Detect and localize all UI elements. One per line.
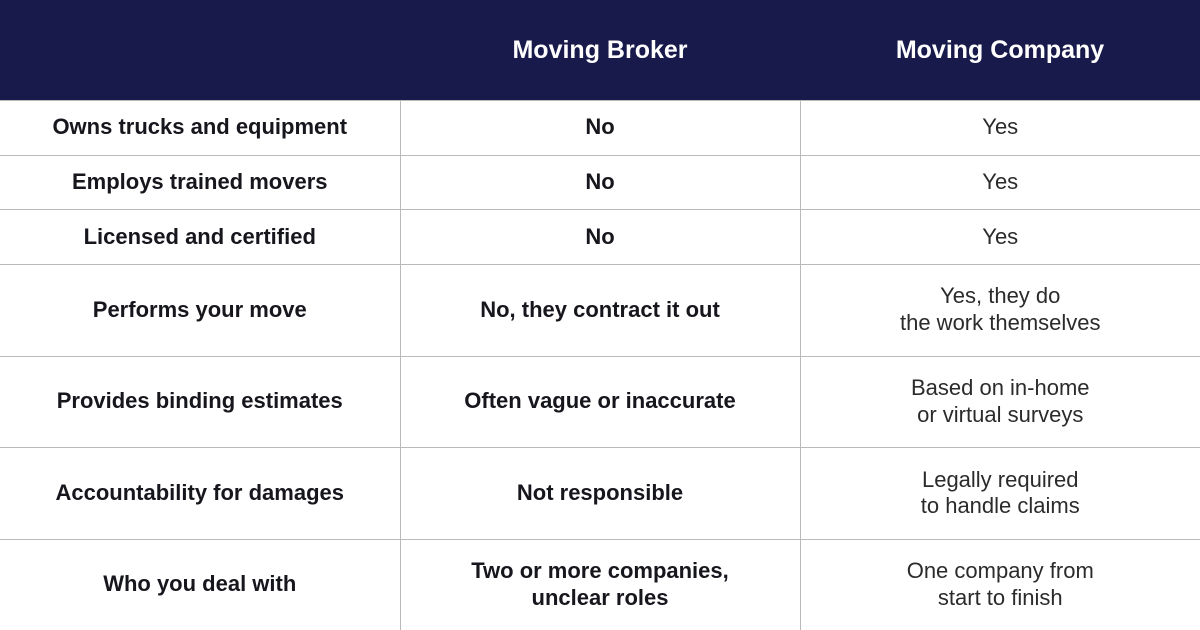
- table-row: [0, 265, 1200, 357]
- company-value: Yes: [800, 155, 1200, 210]
- table-body: [0, 101, 1200, 630]
- company-value-line-2: to handle claims: [920, 493, 1080, 519]
- table-row: [0, 210, 1200, 265]
- broker-value: No, they contract it out: [400, 265, 800, 357]
- company-value-line-1: Based on in-home: [910, 375, 1090, 400]
- company-value-line-1: Yes, they do: [940, 283, 1061, 309]
- broker-value-line-2: unclear roles: [531, 584, 669, 610]
- table-row: [0, 448, 1200, 540]
- company-value: [800, 539, 1200, 630]
- header-cell-feature: [0, 0, 400, 101]
- feature-label: Owns trucks and equipment: [0, 101, 400, 156]
- table-header-row: [0, 0, 1200, 101]
- broker-value: No: [400, 101, 800, 156]
- feature-label: Provides binding estimates: [0, 356, 400, 448]
- company-value-line-1: One company from: [906, 557, 1094, 583]
- header-cell-moving-company: Moving Company: [895, 35, 1105, 64]
- feature-label: Performs your move: [0, 265, 400, 357]
- table-row: [0, 155, 1200, 210]
- company-value: [800, 356, 1200, 448]
- company-value: Yes: [800, 101, 1200, 156]
- company-value: [800, 448, 1200, 540]
- broker-value: Often vague or inaccurate: [400, 356, 800, 448]
- broker-value-line-1: Two or more companies,: [471, 557, 729, 583]
- company-value: Yes: [800, 210, 1200, 265]
- company-value: [800, 265, 1200, 357]
- table-header: [0, 0, 1200, 101]
- broker-value: No: [400, 155, 800, 210]
- feature-label: Who you deal with: [0, 539, 400, 630]
- table-row: [0, 356, 1200, 448]
- feature-label: Accountability for damages: [0, 448, 400, 540]
- broker-value: [400, 539, 800, 630]
- table-row: [0, 539, 1200, 630]
- table-row: [0, 101, 1200, 156]
- header-cell-moving-broker: Moving Broker: [512, 35, 688, 64]
- company-value-line-2: or virtual surveys: [917, 401, 1084, 427]
- feature-label: Licensed and certified: [0, 210, 400, 265]
- feature-label: Employs trained movers: [0, 155, 400, 210]
- broker-value: No: [400, 210, 800, 265]
- company-value-line-1: Legally required: [921, 466, 1079, 492]
- broker-value: Not responsible: [400, 448, 800, 540]
- company-value-line-2: start to finish: [937, 584, 1063, 610]
- company-value-line-2: the work themselves: [899, 310, 1101, 336]
